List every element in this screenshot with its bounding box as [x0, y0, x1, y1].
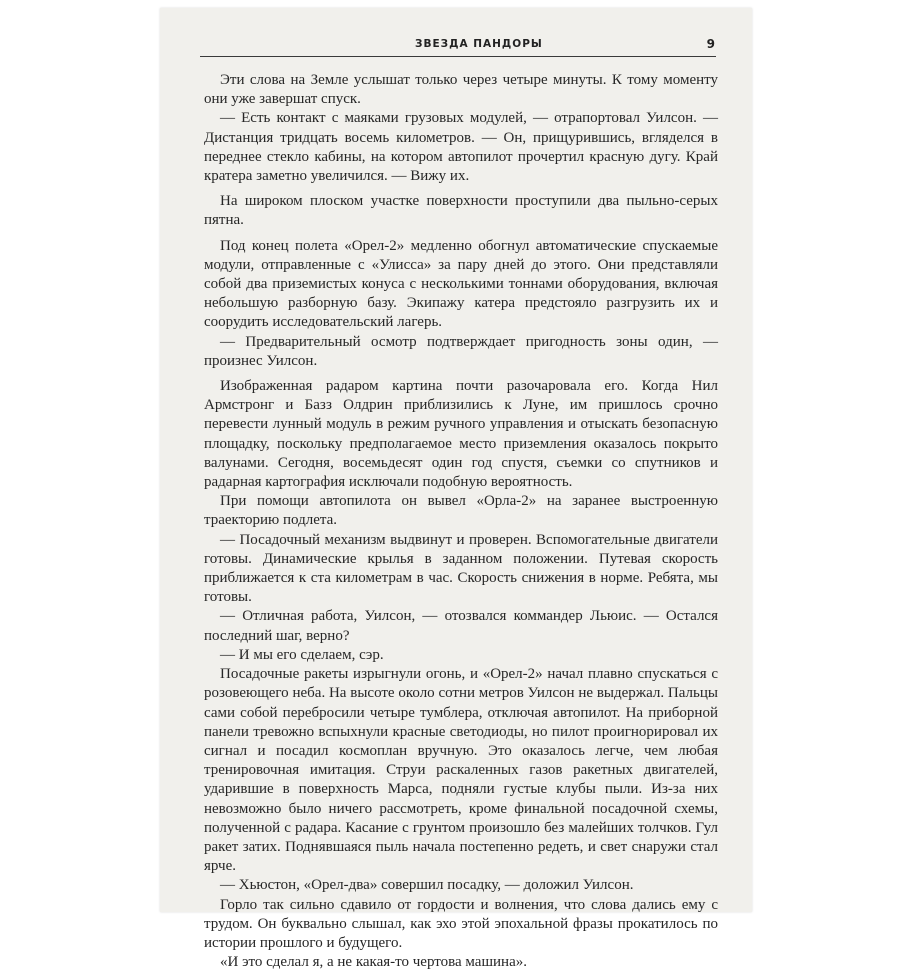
running-header — [200, 34, 716, 57]
book-title: ЗВЕЗДА ПАНДОРЫ — [415, 38, 543, 50]
paragraph: На широком плоском участке поверхности проступили два пыльно-серых пятна. — [204, 193, 718, 229]
paragraph: Изображенная радаром картина почти разочаровала его. Когда Нил Армстронг и Базз Олдрин приблизились к Луне, им пришлось срочно перевести лунный модуль в режим ручного управления и отыскать безопасную площадку, поскольку предполагаемое место приземления оказалось покрыто валунами. Сегодня, восемьдесят один год спустя, съемки со спутников и радарная картография исключали подобную вероятность. — [204, 378, 718, 491]
paragraph: — И мы его сделаем, сэр. — [220, 646, 384, 663]
paragraph: Под конец полета «Орел-2» медленно обогнул автоматические спускаемые модули, отправленные с «Улисса» за пару дней до этого. Они представляли собой два приземистых конуса с несколькими тоннами оборудования, включая небольшую разборную базу. Экипажу катера предстояло разгрузить их и соорудить исследовательский лагерь. — [204, 237, 718, 331]
paragraph: «И это сделал я, а не какая-то чертова машина». — [220, 954, 527, 971]
paragraph: — Посадочный механизм выдвинут и проверен. Вспомогательные двигатели готовы. Динамические крылья в заданном положении. Путевая скорость приближается к ста километрам в час. Скорость снижения в норме. Ребята, мы готовы. — [204, 531, 718, 606]
paragraph: Посадочные ракеты изрыгнули огонь, и «Орел-2» начал плавно спускаться с розовеющего неба. На высоте около сотни метров Уилсон не выдержал. Пальцы сами собой перебросили четыре тумблера, отключая автопилот. На приборной панели тревожно вспыхнули красные светодиоды, но пилот проигнорировал их сигнал и посадил космоплан вручную. Это оказалось легче, чем любая тренировочная имитация. Струи раскаленных газов ракетных двигателей, ударившие в поверхность Марса, подняли густые клубы пыли. Из-за них невозможно было ничего рассмотреть, кроме финальной посадочной схемы, полученной с радара. Касание с грунтом произошло без малейших толчков. Гул ракет затих. Поднявшаяся пыль начала постепенно редеть, и свет снаружи стал ярче. — [204, 666, 718, 875]
paragraph: — Хьюстон, «Орел-два» совершил посадку, — доложил Уилсон. — [220, 877, 634, 894]
paragraph: — Есть контакт с маяками грузовых модулей, — отрапортовал Уилсон. — Дистанция тридцать восемь километров. — Он, прищурившись, вгляделся в переднее стекло кабины, на котором автопилот прочертил красную дугу. Край кратера заметно увеличился. — Вижу их. — [204, 110, 718, 185]
book-page — [160, 8, 752, 971]
paragraph: — Предварительный осмотр подтверждает пригодность зоны один, — произнес Уилсон. — [204, 333, 718, 369]
paragraph: Горло так сильно сдавило от гордости и волнения, что слова дались ему с трудом. Он буквально слышал, как эхо этой эпохальной фразы прокатилось по истории прошлого и будущего. — [204, 896, 718, 951]
paragraph: Эти слова на Земле услышат только через четыре минуты. К тому моменту они уже завершат спуск. — [204, 72, 718, 108]
paragraph: — Отличная работа, Уилсон, — отозвался коммандер Льюис. — Остался последний шаг, верно? — [204, 608, 718, 644]
page-number: 9 — [706, 37, 716, 51]
paragraph: При помощи автопилота он вывел «Орла-2» на заранее выстроенную траекторию подлета. — [204, 493, 718, 529]
body-text — [204, 71, 718, 972]
